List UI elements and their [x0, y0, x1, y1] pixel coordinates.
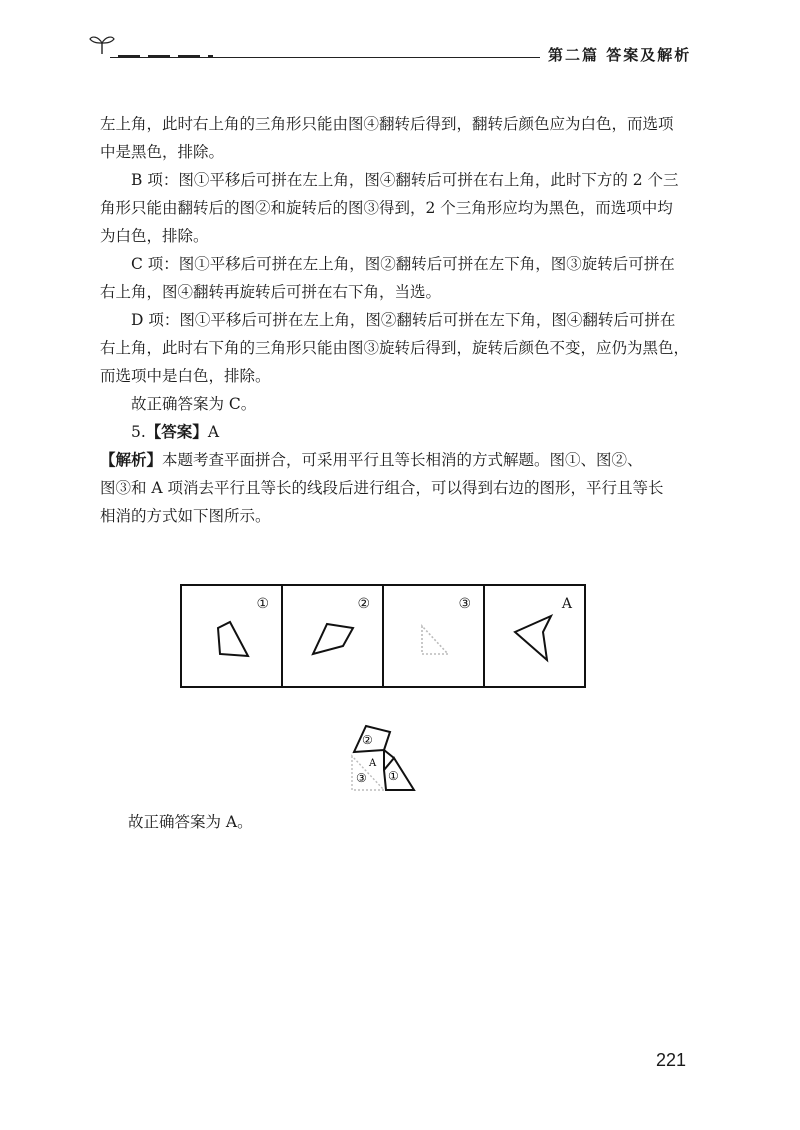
- final-answer: 故正确答案为 A。: [128, 813, 253, 831]
- p1-line1: 左上角，此时右上角的三角形只能由图④翻转后得到，翻转后颜色应为白色，而选项: [100, 115, 674, 133]
- p3-line1: C 项：图①平移后可拼在左上角，图②翻转后可拼在左下角，图③旋转后可拼在: [131, 255, 675, 273]
- q5-answer-label: 【答案】: [145, 423, 208, 441]
- section-title: 第二篇 答案及解析: [548, 46, 692, 64]
- p2-line1: B 项：图①平移后可拼在左上角，图④翻转后可拼在右上角，此时下方的 2 个三: [131, 171, 679, 189]
- p4-line3: 而选项中是白色，排除。: [100, 367, 271, 385]
- shape-a: [485, 586, 585, 686]
- combined-figure-svg: [344, 722, 424, 794]
- p5: 故正确答案为 C。: [131, 395, 257, 413]
- page-number: 221: [656, 1050, 687, 1070]
- body-text: [100, 110, 700, 530]
- figure-row: [180, 584, 586, 688]
- figure-cell-1: [182, 586, 283, 686]
- header-rule: [110, 57, 540, 58]
- analysis-text1: 本题考查平面拼合，可采用平行且等长相消的方式解题。图①、图②、: [162, 451, 643, 469]
- analysis-line1: [100, 446, 700, 474]
- figure-cell-3: [384, 586, 485, 686]
- analysis-line2: 图③和 A 项消去平行且等长的线段后进行组合，可以得到右边的图形，平行且等长: [100, 479, 664, 497]
- analysis-line3: 相消的方式如下图所示。: [100, 507, 271, 525]
- combined-figure: [344, 722, 424, 794]
- p2-line2: 角形只能由翻转后的图②和旋转后的图③得到，2 个三角形应均为黑色，而选项中均: [100, 199, 673, 217]
- sprout-icon: [88, 32, 116, 56]
- p4-line2: 右上角，此时右下角的三角形只能由图③旋转后得到，旋转后颜色不变，应仍为黑色，: [100, 339, 690, 357]
- figure-cell-4-label: A: [561, 596, 572, 612]
- combo-label-2: ②: [362, 733, 373, 747]
- p1-line2: 中是黑色，排除。: [100, 143, 225, 161]
- shape-3: [384, 586, 484, 686]
- figure-cell-2-label: ②: [357, 596, 370, 612]
- p3-line2: 右上角，图④翻转再旋转后可拼在右下角，当选。: [100, 283, 442, 301]
- combo-label-3: ③: [356, 771, 367, 785]
- figure-cell-4: [485, 586, 584, 686]
- figure-cell-2: [283, 586, 384, 686]
- q5-number: 5.: [131, 423, 146, 441]
- figure-cell-1-label: ①: [256, 596, 269, 612]
- combo-label-a: A: [369, 758, 377, 769]
- q5-answer: A: [207, 423, 220, 441]
- q5-answer-line: [100, 418, 700, 446]
- shape-1: [182, 586, 282, 686]
- p4-line1: D 项：图①平移后可拼在左上角，图②翻转后可拼在左下角，图④翻转后可拼在: [131, 311, 676, 329]
- shape-2: [283, 586, 383, 686]
- p2-line3: 为白色，排除。: [100, 227, 209, 245]
- combo-label-1: ①: [388, 769, 399, 783]
- analysis-label: 【解析】: [100, 451, 163, 469]
- figure-cell-3-label: ③: [458, 596, 471, 612]
- header-rule-dashes: [118, 55, 213, 57]
